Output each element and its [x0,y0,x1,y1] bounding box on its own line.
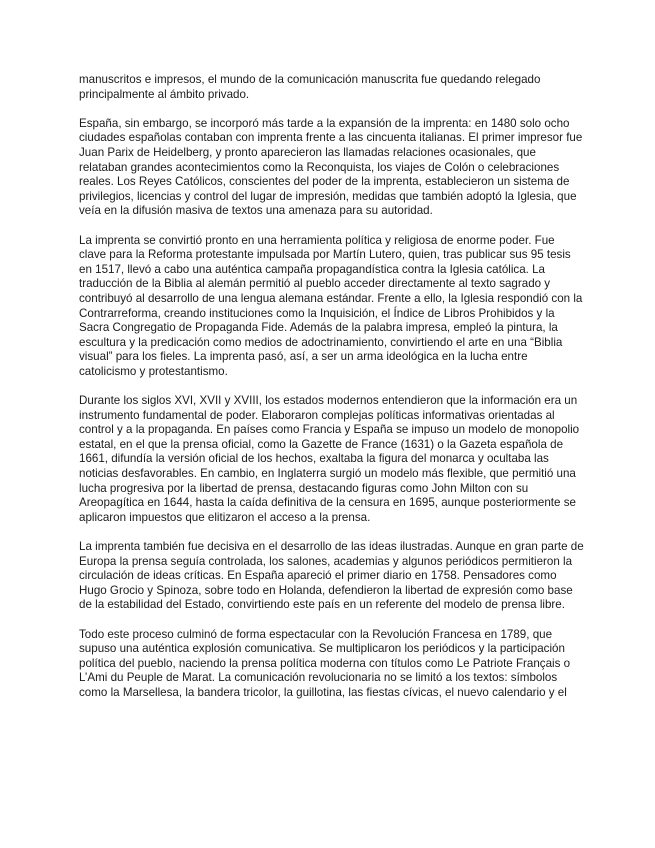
paragraph-1: manuscritos e impresos, el mundo de la comunicación manuscrita fue quedando relegado principalmente al ámbito privado. [79,73,541,101]
paragraph-6: Todo este proceso culminó de forma espectacular con la Revolución Francesa en 1789, que supuso una auténtica explosión comunicativa. Se multiplicaron los periódicos y la participación política del pueblo, naciendo la prensa política moderna con títulos como Le Patriote Français o L’Ami du Peuple de Marat. La comunicación revolucionaria no se limitó a los textos: símbolos como la Marsellesa, la bandera tricolor, la guillotina, las fiestas cívicas, el nuevo calendario y el [79,627,571,699]
paragraph-5: La imprenta también fue decisiva en el desarrollo de las ideas ilustradas. Aunque en gran parte de Europa la prensa seguía controlada, los salones, academias y algunos periódicos permitieron la circulación de ideas críticas. En España apareció el primer diario en 1758. Pensadores como Hugo Grocio y Spinoza, sobre todo en Holanda, defendieron la libertad de expresión como base de la estabilidad del Estado, convirtiendo este país en un referente del modelo de prensa libre. [79,540,584,612]
paragraph-2: España, sin embargo, se incorporó más tarde a la expansión de la imprenta: en 1480 solo ocho ciudades españolas contaban con imprenta frente a las cincuenta italianas. El primer impresor fue Juan Parix de Heidelberg, y pronto aparecieron las llamadas relaciones ocasionales, que relataban grandes acontecimientos como la Reconquista, los viajes de Colón o celebraciones reales. Los Reyes Católicos, conscientes del poder de la imprenta, establecieron un sistema de privilegios, licencias y control del lugar de impresión, medidas que también adoptó la Iglesia, que veía en la difusión masiva de textos una amenaza para su autoridad. [79,116,583,218]
paragraph-3: La imprenta se convirtió pronto en una herramienta política y religiosa de enorme poder. Fue clave para la Reforma protestante impulsada por Martín Lutero, quien, tras publicar sus 95 tesis en 1517, llevó a cabo una auténtica campaña propagandística contra la Iglesia católica. La traducción de la Biblia al alemán permitió al pueblo acceder directamente al texto sagrado y contribuyó al desarrollo de una lengua alemana estándar. Frente a ello, la Iglesia respondió con la Contrarreforma, creando instituciones como la Inquisición, el Índice de Libros Prohibidos y la Sacra Congregatio de Propaganda Fide. Además de la palabra impresa, empleó la pintura, la escultura y la predicación como medios de adoctrinamiento, convirtiendo el arte en una “Biblia visual” para los fieles. La imprenta pasó, así, a ser un arma ideológica en la lucha entre catolicismo y protestantismo. [79,233,583,378]
paragraph-4: Durante los siglos XVI, XVII y XVIII, los estados modernos entendieron que la información era un instrumento fundamental de poder. Elaboraron complejas políticas informativas orientadas al control y a la propaganda. En países como Francia y España se impuso un modelo de monopolio estatal, en el que la prensa oficial, como la Gazette de France (1631) o la Gazeta española de 1661, difundía la versión oficial de los hechos, exaltaba la figura del monarca y ocultaba las noticias desfavorables. En cambio, en Inglaterra surgió un modelo más flexible, que permitió una lucha progresiva por la libertad de prensa, destacando figuras como John Milton con su Areopagítica en 1644, hasta la caída definitiva de la censura en 1695, aunque posteriormente se aplicaron impuestos que elitizaron el acceso a la prensa. [79,394,580,524]
document-body [79,73,584,715]
